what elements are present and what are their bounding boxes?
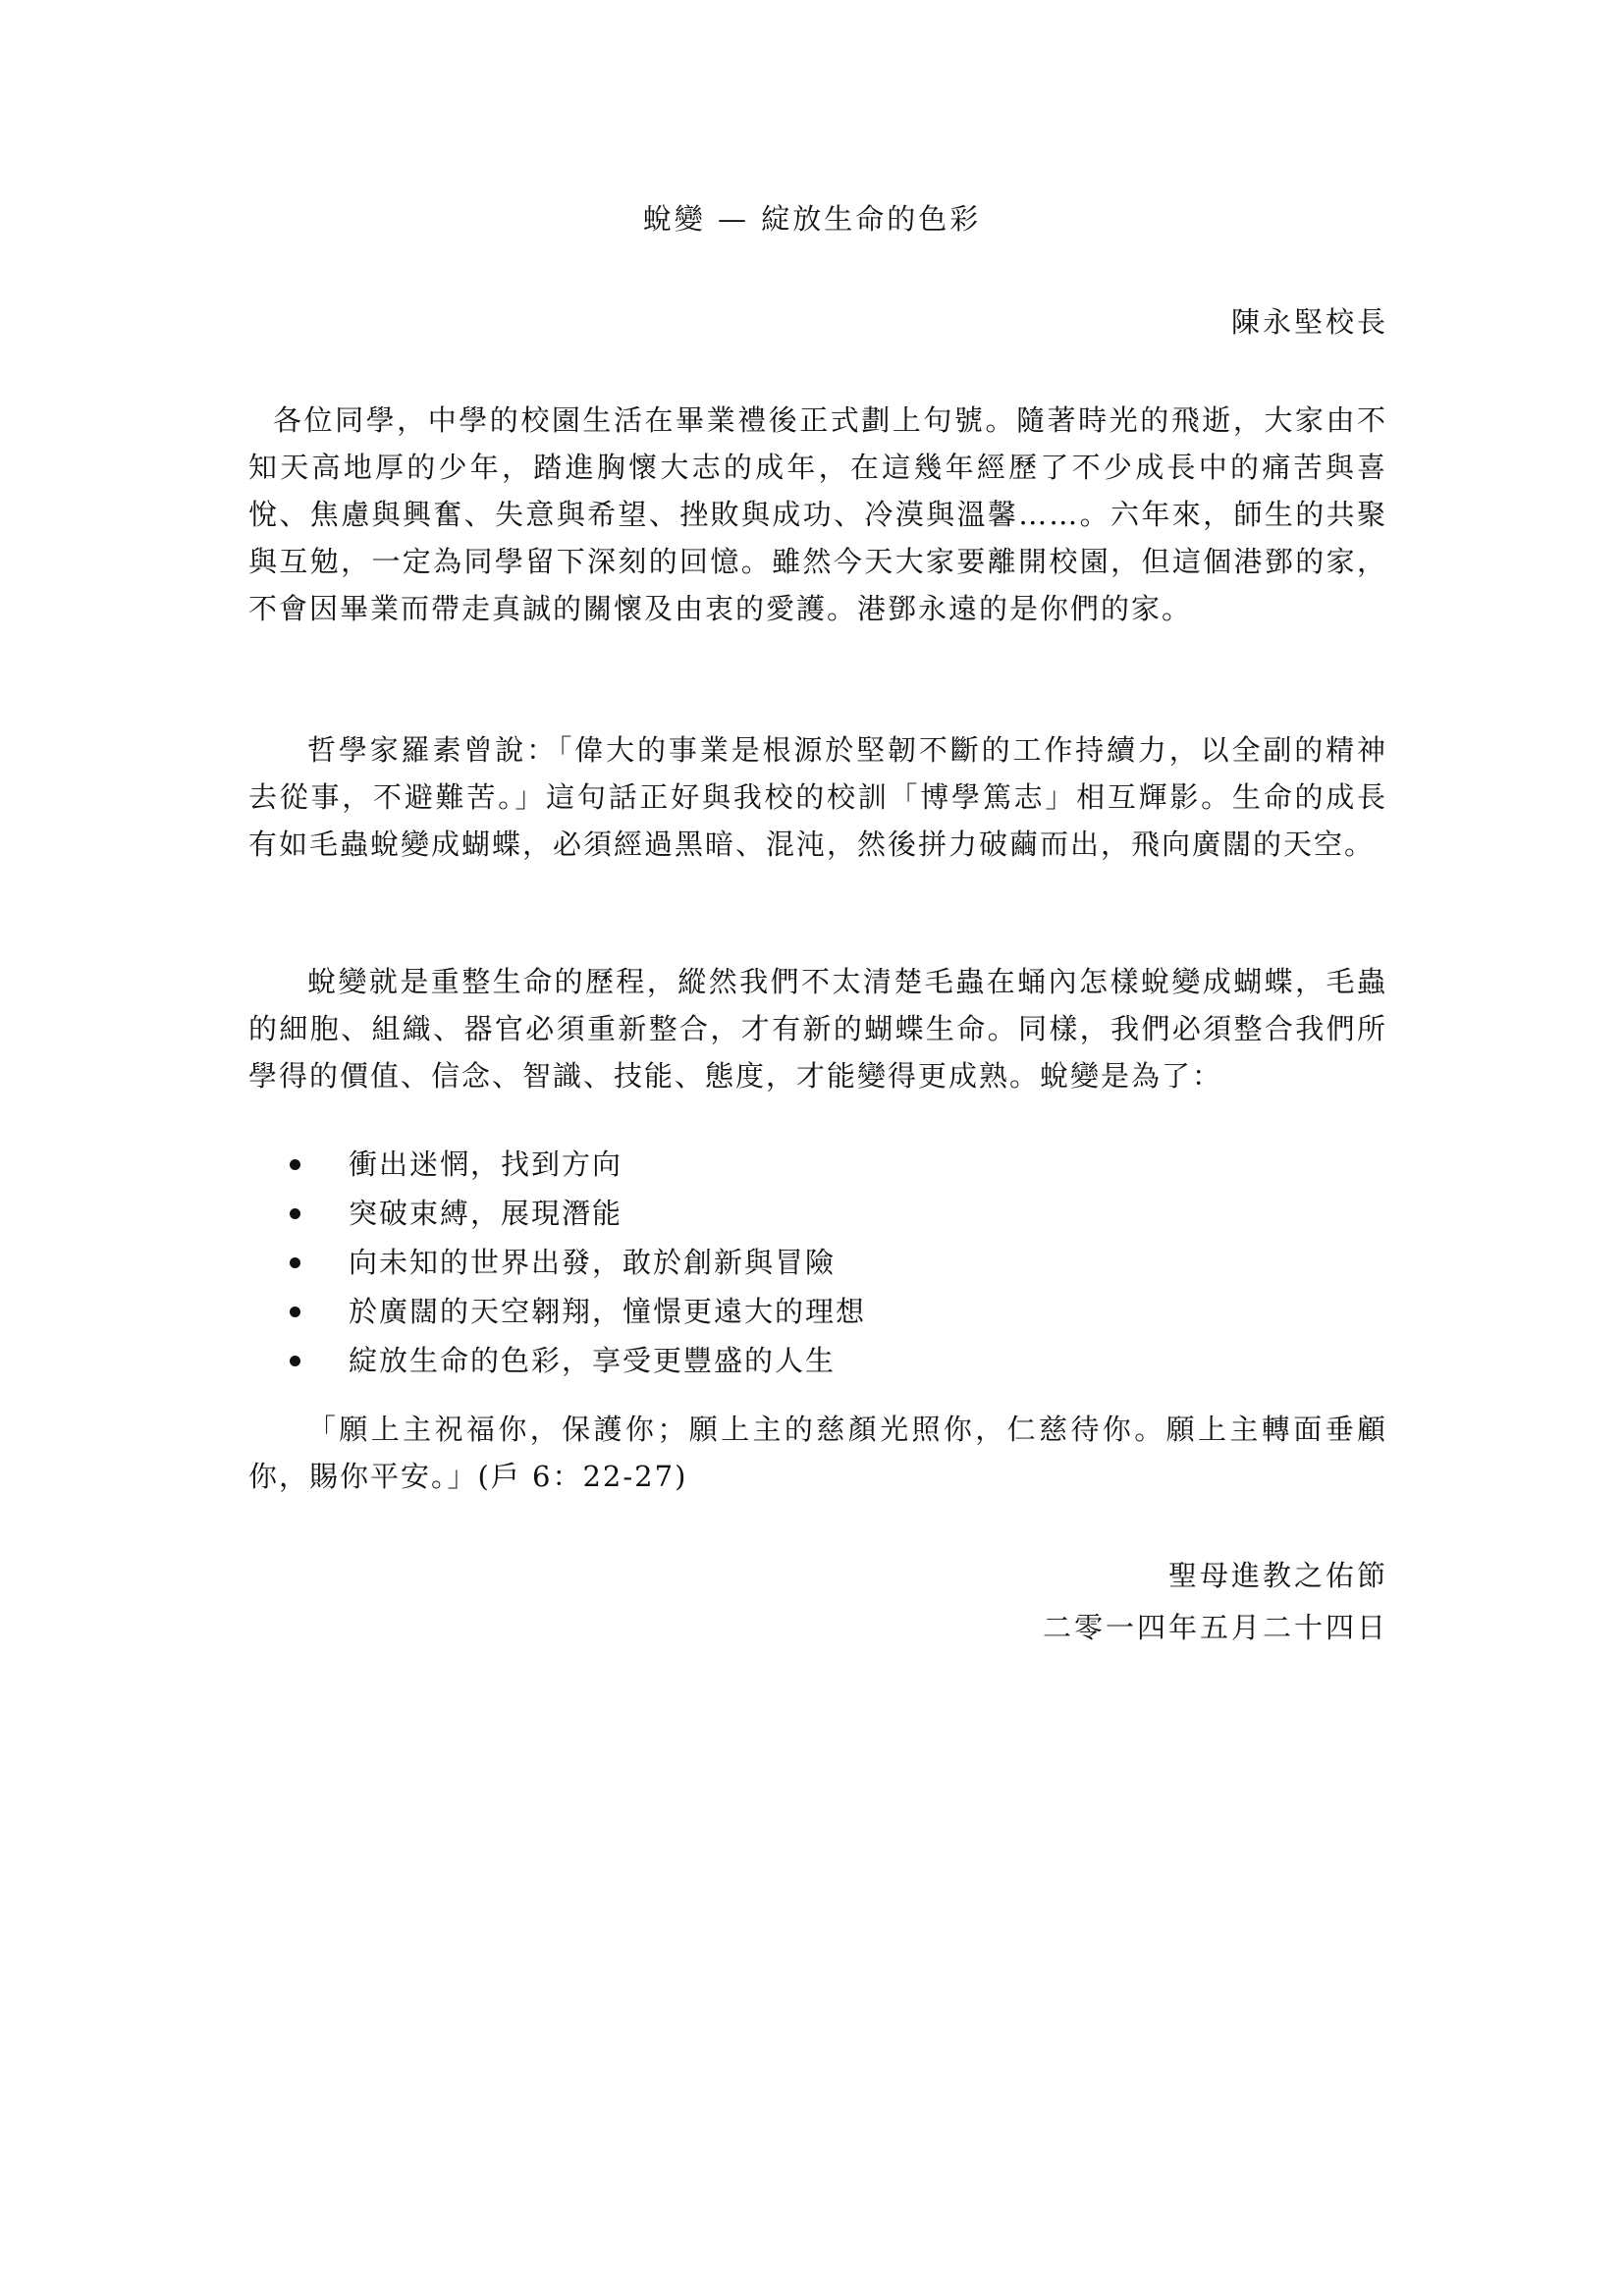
list-item-text: 綻放生命的色彩，享受更豐盛的人生	[349, 1344, 837, 1377]
bullet-icon	[290, 1208, 300, 1219]
list-item	[248, 1140, 1387, 1189]
list-item-text: 衝出迷惘，找到方向	[349, 1148, 623, 1181]
signoff-occasion: 聖母進教之佑節	[1167, 1559, 1388, 1592]
list-item-text: 向未知的世界出發，敢於創新與冒險	[349, 1246, 837, 1279]
bullet-icon	[290, 1356, 300, 1366]
bullet-icon	[290, 1257, 300, 1268]
paragraph-1: 各位同學，中學的校園生活在畢業禮後正式劃上句號。隨著時光的飛逝，大家由不知天高地厚的少年，踏進胸懷大志的成年，在這幾年經歷了不少成長中的痛苦與喜悅、焦慮與興奮、失意與希望、挫敗與成功、冷漠與溫馨……。六年來，師生的共聚與互勉，一定為同學留下深刻的回憶。雖然今天大家要離開校園，但這個港鄧的家，不會因畢業而帶走真誠的關懷及由衷的愛護。港鄧永遠的是你們的家。	[248, 403, 1387, 625]
list-item	[248, 1189, 1387, 1238]
list-item	[248, 1287, 1387, 1336]
signoff-date: 二零一四年五月二十四日	[1042, 1611, 1388, 1644]
bullet-icon	[290, 1307, 300, 1317]
document-title: 蛻變 — 綻放生命的色彩	[642, 202, 982, 236]
bullet-icon	[290, 1159, 300, 1170]
author-name: 陳永堅校長	[1230, 305, 1388, 339]
blessing-quote: 「願上主祝福你，保護你；願上主的慈顏光照你，仁慈待你。願上主轉面垂顧你，賜你平安。」(戶 6：22-27)	[248, 1413, 1387, 1493]
paragraph-3: 蛻變就是重整生命的歷程，縱然我們不太清楚毛蟲在蛹內怎樣蛻變成蝴蝶，毛蟲的細胞、組織、器官必須重新整合，才有新的蝴蝶生命。同樣，我們必須整合我們所學得的價值、信念、智識、技能、態度，才能變得更成熟。蛻變是為了：	[248, 965, 1387, 1093]
bullet-list	[248, 1140, 1387, 1385]
paragraph-2: 哲學家羅素曾說：「偉大的事業是根源於堅韌不斷的工作持續力，以全副的精神去從事，不避難苦。」這句話正好與我校的校訓「博學篤志」相互輝影。生命的成長有如毛蟲蛻變成蝴蝶，必須經過黑暗、混沌，然後拼力破繭而出，飛向廣闊的天空。	[248, 733, 1387, 861]
list-item-text: 於廣闊的天空翱翔，憧憬更遠大的理想	[349, 1295, 867, 1328]
list-item-text: 突破束縛，展現潛能	[349, 1197, 623, 1230]
list-item	[248, 1336, 1387, 1385]
list-item	[248, 1238, 1387, 1287]
